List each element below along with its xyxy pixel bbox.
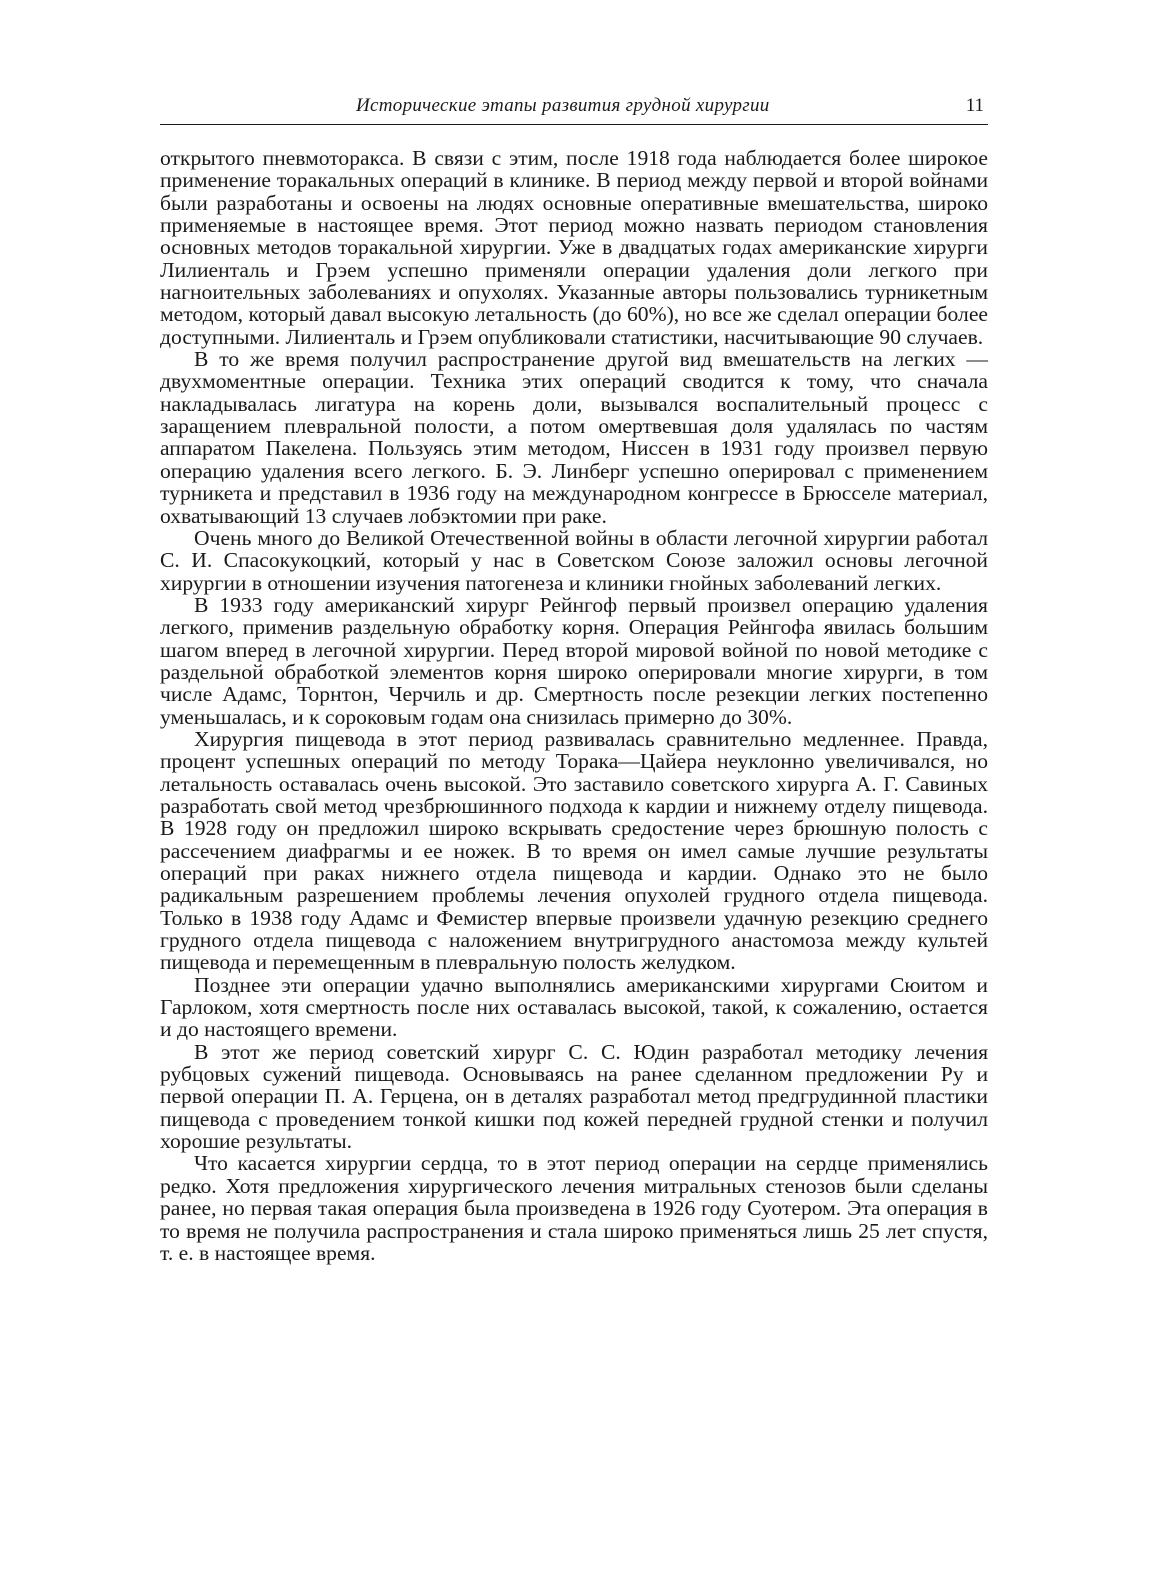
running-title: Исторические этапы развития грудной хирургии: [356, 95, 770, 116]
paragraph-4: В 1933 году американский хирург Рейнгоф первый произвел операцию удаления легкого, применив раздельную обработку корня. Операция Рейнгофа явилась большим шагом вперед в легочной хирургии. Перед второй мировой войной по новой методике с раздельной обработкой элементов корня широко оперировали многие хирурги, в том числе Адамс, Торнтон, Черчиль и др. Смертность после резекции легких постепенно уменьшалась, и к сороковым годам она снизилась примерно до 30%.: [160, 592, 988, 729]
paragraph-3: Очень много до Великой Отечественной войны в области легочной хирургии работал С. И. Спасокукоцкий, который у нас в Советском Союзе заложил основы легочной хирургии в отношении изучения патогенеза и клиники гнойных заболеваний легких.: [160, 525, 988, 595]
paragraph-7: В этот же период советский хирург С. С. Юдин разработал методику лечения рубцовых сужений пищевода. Основываясь на ранее сделанном предложении Ру и первой операции П. А. Герцена, он в деталях разработал метод предгрудинной пластики пищевода с проведением тонкой кишки под кожей передней грудной стенки и получил хорошие результаты.: [160, 1039, 988, 1154]
running-head: [160, 95, 988, 125]
book-page: [160, 0, 988, 1588]
paragraph-5: Хирургия пищевода в этот период развивалась сравнительно медленнее. Правда, процент успешных операций по методу Торака—Цайера неуклонно увеличивался, но летальность оставалась очень высокой. Это заставило советского хирурга А. Г. Савиных разработать свой метод чрезбрюшинного подхода к кардии и нижнему отделу пищевода. В 1928 году он предложил широко вскрывать средостение через брюшную полость с рассечением диафрагмы и ее ножек. В то время он имел самые лучшие результаты операций при раках нижнего отдела пищевода и кардии. Однако это не было радикальным разрешением проблемы лечения опухолей грудного отдела пищевода. Только в 1938 году Адамс и Фемистер впервые произвели удачную резекцию среднего грудного отдела пищевода с наложением внутригрудного анастомоза между культей пищевода и перемещенным в плевральную полость желудком.: [160, 726, 988, 975]
paragraph-8: Что касается хирургии сердца, то в этот период операции на сердце применялись редко. Хотя предложения хирургического лечения митральных стенозов были сделаны ранее, но первая такая операция была произведена в 1926 году Суотером. Эта операция в то время не получила распространения и стала широко применяться лишь 25 лет спустя, т. е. в настоящее время.: [160, 1151, 988, 1265]
paragraph-6: Позднее эти операции удачно выполнялись американскими хирургами Сюитом и Гарлоком, хотя смертность после них оставалась высокой, такой, к сожалению, остается и до настоящего времени.: [160, 972, 988, 1042]
body-text: [160, 147, 988, 1264]
paragraph-2: В то же время получил распространение другой вид вмешательств на легких — двухмоментные операции. Техника этих операций сводится к тому, что сначала накладывалась лигатура на корень доли, вызывался воспалительный процесс с заращением плевральной полости, а потом омертвевшая доля удалялась по частям аппаратом Пакелена. Пользуясь этим методом, Ниссен в 1931 году произвел первую операцию удаления всего легкого. Б. Э. Линберг успешно оперировал с применением турникета и представил в 1936 году на международном конгрессе в Брюсселе материал, охватывающий 13 случаев лобэктомии при раке.: [160, 347, 988, 528]
paragraph-1: открытого пневмоторакса. В связи с этим, после 1918 года наблюдается более широкое применение торакальных операций в клинике. В период между первой и второй войнами были разработаны и освоены на людях основные оперативные вмешательства, широко применяемые в настоящее время. Этот период можно назвать периодом становления основных методов торакальной хирургии. Уже в двадцатых годах американские хирурги Лилиенталь и Грэем успешно применяли операции удаления доли легкого при нагноительных заболеваниях и опухолях. Указанные авторы пользовались турникетным методом, который давал высокую летальность (до 60%), но все же сделал операции более доступными. Лилиенталь и Грэем опубликовали статистики, насчитывающие 90 случаев.: [160, 146, 988, 349]
header-rule: [160, 124, 988, 125]
page-number: 11: [965, 95, 984, 116]
